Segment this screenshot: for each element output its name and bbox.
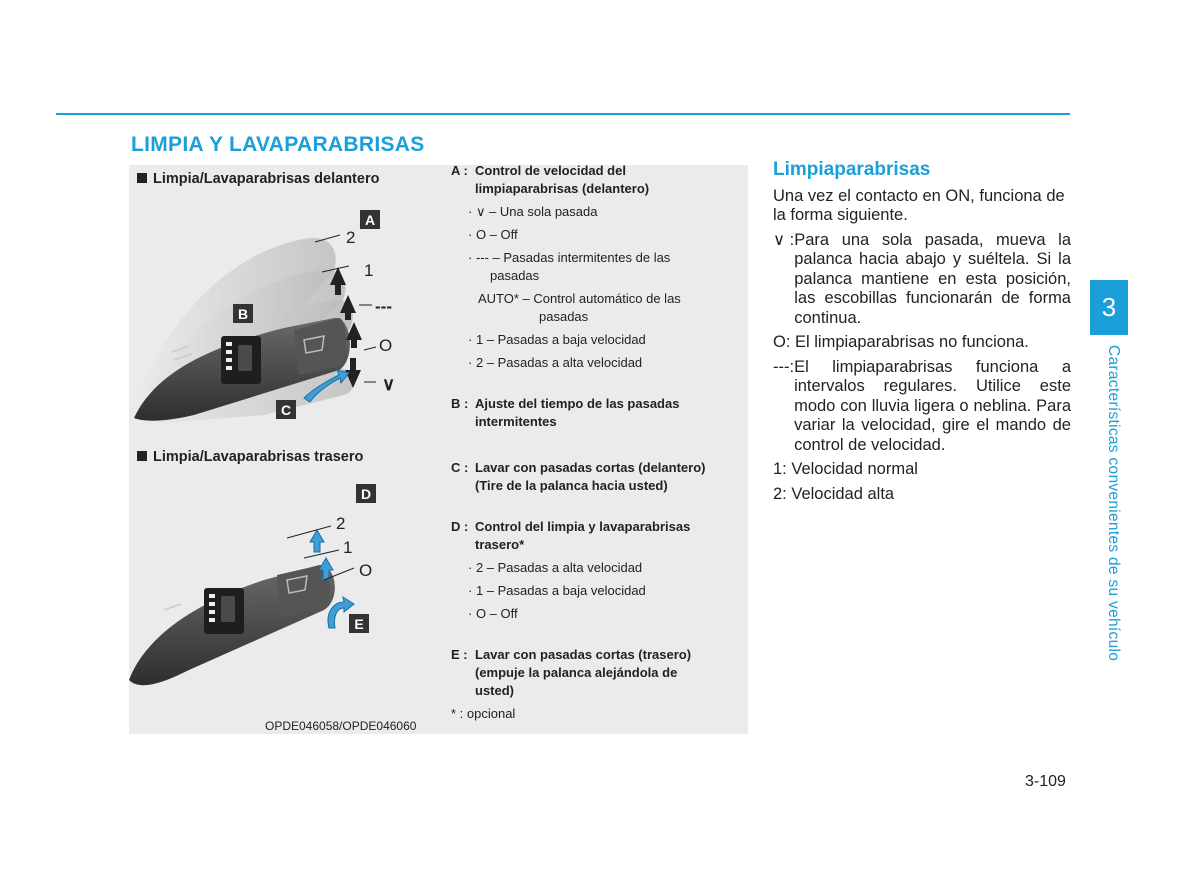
square-bullet-icon (137, 173, 147, 183)
legend-a-item: pasadas (539, 309, 589, 324)
square-bullet-icon (137, 451, 147, 461)
svg-text:C: C (280, 402, 292, 418)
legend-d-item: · 1 – Pasadas a baja velocidad (468, 583, 646, 598)
figure-code: OPDE046058/OPDE046060 (265, 719, 417, 733)
callout-e (349, 614, 369, 633)
front-label-2: 2 (346, 228, 356, 247)
legend-a-item: · O – Off (468, 227, 518, 242)
chapter-number-tab: 3 (1090, 280, 1128, 335)
chapter-title: Características convenientes de su vehículo (1105, 345, 1122, 662)
speed-2-item: 2: Velocidad alta (773, 484, 895, 503)
off-item: O: El limpiaparabrisas no funciona. (773, 333, 1029, 351)
figure-heading-front: Limpia/Lavaparabrisas delantero (137, 171, 379, 187)
rear-label-off: O (359, 561, 373, 580)
svg-text:E: E (354, 616, 364, 632)
callout-b (233, 304, 253, 323)
front-wiper-lever-illustration (134, 200, 430, 425)
single-wipe-item: ∨ : Para una sola pasada, mueva la palanca hacia abajo y suéltela. Si la palanca mantiene en esta posición, las escobillas funcionarán de forma continua. (773, 230, 1071, 327)
section-title: LIMPIA Y LAVAPARABRISAS (131, 133, 425, 156)
callout-d (356, 484, 376, 503)
rear-label-1: 1 (343, 538, 353, 557)
figure-heading-rear: Limpia/Lavaparabrisas trasero (137, 449, 363, 465)
legend-a-item: AUTO* – Control automático de las (478, 291, 681, 306)
subsection-heading: Limpiaparabrisas (773, 159, 931, 180)
legend-b: B : Ajuste del tiempo de las pasadas (451, 396, 680, 411)
svg-text:A: A (364, 212, 376, 228)
rear-label-2: 2 (336, 514, 346, 533)
svg-text:D: D (360, 486, 372, 502)
legend-a: A : Control de velocidad del (451, 163, 626, 178)
top-rule (56, 113, 1070, 115)
page-number: 3-109 (1025, 773, 1066, 790)
legend-a-item: · --- – Pasadas intermitentes de las (468, 250, 671, 265)
legend-c: C : Lavar con pasadas cortas (delantero) (451, 460, 706, 475)
legend-e: E : Lavar con pasadas cortas (trasero) (451, 647, 692, 662)
rear-wiper-lever (129, 565, 335, 685)
legend-d: D : Control del limpia y lavaparabrisas (451, 519, 691, 534)
wiper-description (773, 160, 1071, 509)
legend-a-item: · 1 – Pasadas a baja velocidad (468, 332, 646, 347)
rear-wiper-lever-illustration (129, 480, 389, 695)
front-label-single: ∨ (382, 374, 396, 394)
intermittent-item: ---: El limpiaparabrisas funciona a intervalos regulares. Utilice este modo con lluvia ligera o neblina. Para variar la velocidad, gire el mando de control de velocidad. (773, 357, 1071, 454)
svg-text:B: B (237, 306, 249, 322)
legend-d-item: · O – Off (468, 606, 518, 621)
callout-a (360, 210, 380, 229)
legend-a-item: pasadas (490, 268, 540, 283)
legend-d-item: · 2 – Pasadas a alta velocidad (468, 560, 643, 575)
legend-a-item: · ∨ – Una sola pasada (468, 204, 598, 219)
legend-optional-note: * : opcional (451, 706, 516, 721)
speed-1-item: 1: Velocidad normal (773, 460, 918, 478)
intro-paragraph: Una vez el contacto en ON, funciona de la forma siguiente. (773, 186, 1065, 224)
front-label-intermittent: --- (375, 297, 392, 316)
front-label-1: 1 (364, 261, 374, 280)
front-label-off: O (379, 336, 393, 355)
callout-c (276, 400, 296, 419)
figure-legend: A : Control de velocidad del limpiaparabrisas (delantero) · ∨ – Una sola pasada · O – Off · --- – Pasadas intermitentes de las pasadas AUTO* – Control automático de las pasadas · 1 – Pasadas a baja velocidad · 2 – Pasadas a alta velocidad B : Ajuste del tiempo de las pasadas intermitentes C : Lavar con pasadas cortas (delantero) (Tire de la palanca hacia usted) D : Control del limpia y lavaparabrisas trasero* · 2 – Pasadas a alta velocidad · 1 – Pasadas a baja velocidad · O – Off E : Lavar con pasadas cortas (trasero) (empuje la palanca alejándola de usted) * : opcional (451, 162, 743, 723)
legend-a-item: · 2 – Pasadas a alta velocidad (468, 355, 643, 370)
